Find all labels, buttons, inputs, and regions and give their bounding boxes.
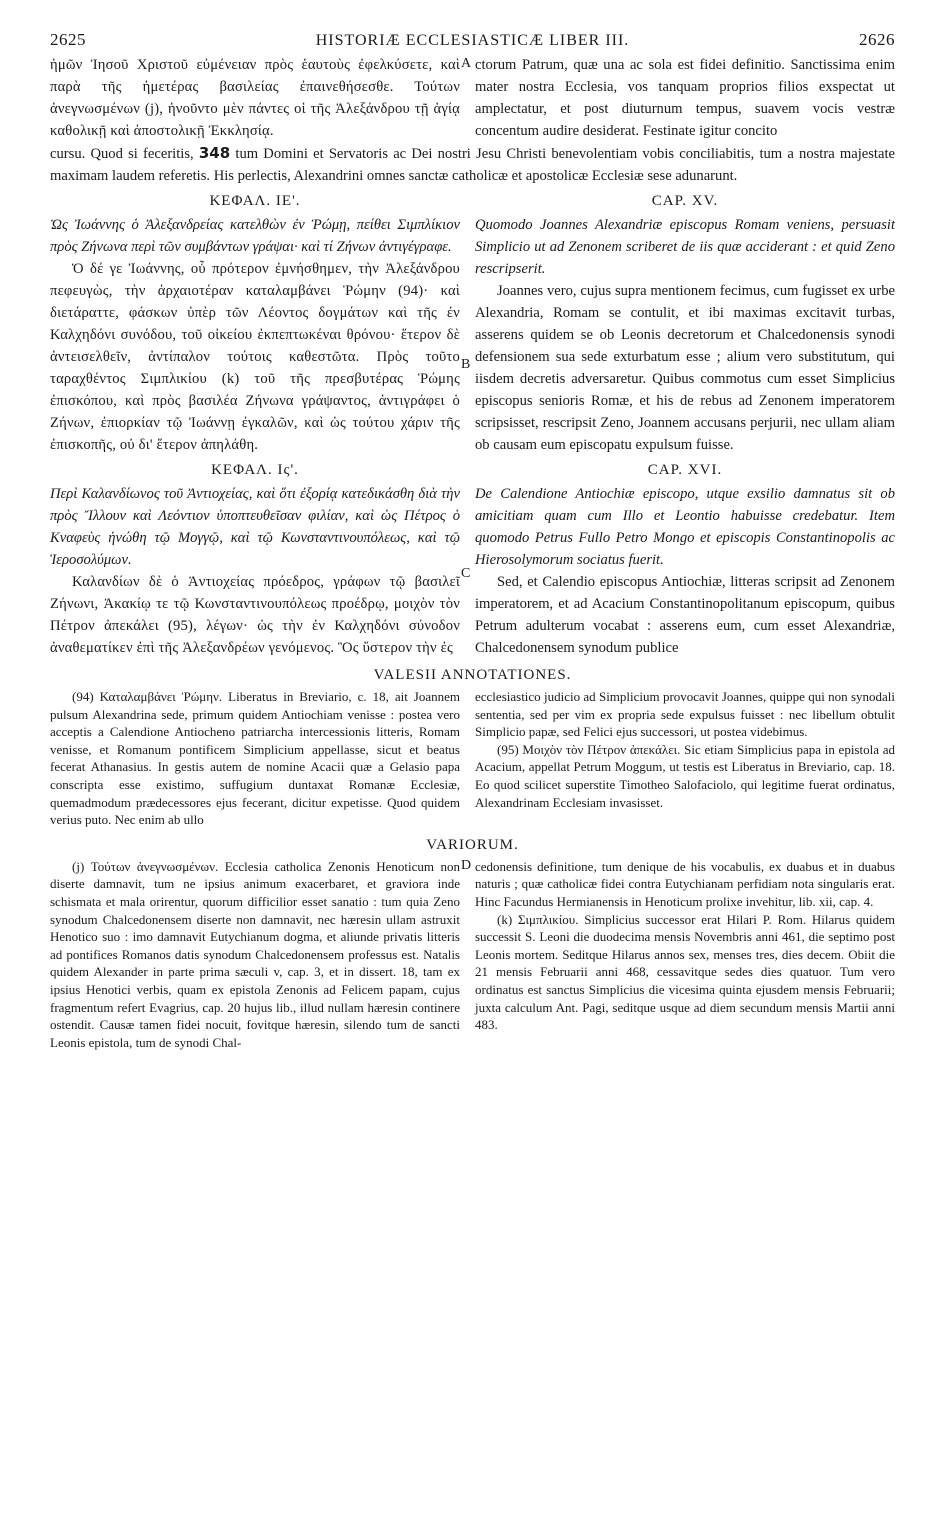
greek-chapter-heading: ΚΕΦΑΛ. ΙΕ'.: [209, 193, 301, 209]
valesii-title: VALESII ANNOTATIONES.: [373, 667, 572, 683]
note-95: (95) Μοιχὸν τὸν Πέτρον ἀπεκάλει. Sic etiam Simplicius papa in epistola ad Acacium, appellat Petrum Moggum, ut testis est Liberatus in Breviario, cap. 18. Eo quod scilicet superstite Timotheo Salofaciolo, qui legitime fuerat ordinatus, Alexandrinam Ecclesiam invasisset.: [475, 741, 895, 810]
full-text-before: cursu. Quod si feceritis,: [50, 146, 194, 162]
note-94-continued: ecclesiastico judicio ad Simplicium provocavit Joannes, quippe qui non synodali sententia, sed per vim ex propria sede expulsus fuisset : nec libellum obtulit Simplicio papæ, sed Felici ejus successori, ut postea videbimus.: [475, 689, 895, 740]
latin-chapter-summary: De Calendione Antiochiæ episcopo, utque exsilio damnatus sit ob amicitiam quam cum Illo et Leontio habuisse credebatur. Item quomodo Petrus Fullo Petro Mongo et episcopis Constantinopolis ac Hierosolymorum sociatus fuerit.: [475, 486, 895, 568]
page-number-right: 2626: [859, 30, 895, 49]
note-k: (k) Σιμπλικίου. Simplicius successor erat Hilari P. Rom. Hilarus quidem successit S. Leoni die duodecima mensis Novembris anni 461, die septimo post Leonis mortem. Seditque Hilarus annos sex, menses tres, dies decem. Obiit die 21 mensis Februarii anni 468, cessavitque sedes dies quatuor. Tum vero ordinatus est sanctus Simplicius die vicesima quinta ejusdem mensis Februarii; juxta calculum Ant. Pagi, seditque usque ad diem secundum mensis Martii anni 483.: [475, 911, 895, 1033]
note-j: (j) Τούτων ἀνεγνωσμένων. Ecclesia catholica Zenonis Henoticum non diserte damnavit, tum ne ipsius animum exacerbaret, et graviora inde schismata et mala orirentur, quorum difficilior esset sanatio : tum quia Zeno synodum Chalcedonensem diserte non damnavit, nec hæresin ullam astruxit Henotico suo : imo damnavit Eutychianum dogma, et aliunde privatis litteris ad pontifices Romanos datis synodum Chalcedonensem professus est. Natalis quidem Alexander in parte prima sæculi v, cap. 3, et in dissert. 18, tam ex ipsius Henotici verbis, quam ex epistola Zenonis ad Felicem papam, cujus fragmentum refert Evagrius, cap. 20 hujus lib., illud nullam hæresin continere ostendit. Causæ tamen fidei nocuit, fovitque hæresin, silendo tum de sancti Leonis epistola, tum de synodi Chal-: [50, 858, 460, 1050]
top-section: [50, 54, 895, 142]
greek-chapter-text: Ὁ δέ γε Ἰωάννης, οὗ πρότερον ἐμνήσθημεν, τὴν Ἀλεξάνδρου πεφευγὼς, τὴν ἀρχαιοτέραν καταλαμβάνει Ῥώμην (94)· καὶ διετάραττε, φάσκων ὑπὲρ τῶν Λέοντος δογμάτων καὶ τῆς ἐν Καλχηδόνι συνόδου, τοῦ οἰκείου ἐκπεπτωκέναι θρόνου· ἕτερον δὲ ἀντεισελθεῖν, ἀντίπαλον τούτοις καθεστῶτα. Πρὸς τοῦτο ταραχθέντος Σιμπλικίου (k) τοῦ τῆς πρεσβυτέρας Ῥώμης ἐπισκόπου, καὶ πρὸς βασιλέα Ζήνωνα γράψαντος, ἀντιγράφει ὁ Ζήνων, ἐπιορκίαν τῷ Ἰωάννῃ ἐγκαλῶν, καὶ ὡς τούτου χάριν τῆς ἐπισκοπῆς, οὐ δι' ἕτερον ἀπηλάθη.: [50, 261, 460, 453]
page: [50, 30, 895, 1051]
column-marker: 348: [198, 144, 231, 162]
full-width-paragraph: [50, 142, 895, 187]
latin-chapter-summary: Quomodo Joannes Alexandriæ episcopus Romam veniens, persuasit Simplicio ut ad Zenonem scriberet de iis quæ acciderant : et quid Zeno rescripserit.: [475, 217, 895, 277]
margin-marker-b: B: [461, 357, 471, 372]
greek-paragraph: ἡμῶν Ἰησοῦ Χριστοῦ εὐμένειαν πρὸς ἑαυτοὺς ἐφελκύσετε, καὶ παρὰ τῆς ἡμετέρας βασιλείας ἐπαινεθήσεσθε. Τούτων ἀνεγνωσμένων (j), ἡνοῦντο μὲν πάντες οἱ τῆς Ἀλεξάνδρου τῇ ἁγίᾳ καθολικῇ καὶ ἀποστολικῇ Ἐκκλησίᾳ.: [50, 57, 460, 139]
variorum-title: VARIORUM.: [426, 836, 519, 853]
note-94: (94) Καταλαμβάνει Ῥώμην. Liberatus in Breviario, c. 18, ait Joannem pulsum Alexandrina sede, primum quidem Antiochiam venisse : postea vero acceptis a Calendione Antiocheno patriarcha intercessionis litteris, Romam venisse, et Romanum pontificem Simplicium appellasse, sicut et beatus fecerat Athanasius. In gestis autem de nomine Acacii quæ a Gelasio papa conscripta esse existimo, suffugium duntaxat Romanæ Ecclesiæ, quemadmodum prædecessores ejus fecerant, dicitur expetisse. Quod quidem verius puto. Nec enim ab ullo: [50, 689, 460, 828]
page-number-left: 2625: [50, 30, 86, 49]
page-header: [50, 30, 895, 50]
latin-paragraph: ctorum Patrum, quæ una ac sola est fidei definitio. Sanctissima enim mater nostra Ecclesia, vos tanquam proprios filios exspectat ut amplectatur, et post diuturnum tempus, suavem vocis vestræ concentum audire desiderat. Festinate igitur concito: [475, 57, 895, 139]
chapter-16: [50, 456, 895, 659]
greek-chapter-heading: ΚΕΦΑΛ. Ις'.: [211, 462, 299, 478]
margin-marker-a: A: [461, 56, 472, 71]
margin-marker-d: D: [461, 857, 472, 873]
running-title: HISTORIÆ ECCLESIASTICÆ LIBER III.: [315, 32, 630, 49]
latin-chapter-heading: CAP. XV.: [651, 193, 719, 209]
full-text-after: tum Domini et Servatoris ac Dei nostri Jesu Christi benevolentiam vobis conciliabitis, tum a nostra majestate maximam laudem referetis. His perlectis, Alexandrini omnes sanctæ catholicæ et apostolicæ Ecclesiæ sese adunarunt.: [50, 146, 895, 184]
greek-chapter-summary: Ὡς Ἰωάννης ὁ Ἀλεξανδρείας κατελθὼν ἐν Ῥώμῃ, πείθει Σιμπλίκιον πρὸς Ζήνωνα περὶ τῶν συμβάντων γράψαι· καὶ τί Ζήνων ἀντιγέγραφε.: [50, 217, 460, 255]
latin-chapter-text: Sed, et Calendio episcopus Antiochiæ, litteras scripsit ad Zenonem imperatorem, et ad Acacium Constantinopolitanum episcopum, quibus Petrum adulterum vocabat : asserens eum, cum esset Alexandriæ, Chalcedonensem synodum publice: [475, 574, 895, 656]
latin-chapter-heading: CAP. XVI.: [647, 462, 723, 478]
greek-chapter-summary: Περὶ Καλανδίωνος τοῦ Ἀντιοχείας, καὶ ὅτι ἐξορίᾳ κατεδικάσθη διὰ τὴν πρὸς Ἴλλουν καὶ Λεόντιον ὑποπτευθεῖσαν φιλίαν, καὶ ὡς Πέτρος ὁ Κναφεὺς ἡνώθη τῷ Μογγῷ, καὶ τῷ Κωνσταντινουπόλεως, καὶ τῷ Ἱεροσολύμων.: [50, 486, 460, 568]
variorum-notes: [50, 858, 895, 1052]
chapter-15: [50, 187, 895, 456]
margin-marker-c: C: [461, 566, 471, 581]
latin-chapter-text: Joannes vero, cujus supra mentionem fecimus, cum fugisset ex urbe Alexandria, Romam se contulit, et ibi maximas excitavit turbas, asserens quidem se ob Leonis decretorum et Chalcedonensis synodi defensionem sua sede exturbatum esse ; alium vero substitutum, qui iisdem decretis adversaretur. Quibus commotus cum esset Simplicius episcopus senioris Romæ, et his de rebus ad Zenonem imperatorem scripsisset, rescripsit Zeno, Joannem accusans perjurii, nec ullam aliam ob causam eum episcopatu expulsum fuisse.: [475, 283, 895, 453]
greek-chapter-text: Καλανδίων δὲ ὁ Ἀντιοχείας πρόεδρος, γράφων τῷ βασιλεῖ Ζήνωνι, Ἀκακίῳ τε τῷ Κωνσταντινουπόλεως προέδρῳ, μοιχὸν τὸν Πέτρον ἀπεκάλει (95), λέγων· ὡς τὴν ἐν Καλχηδόνι σύνοδον ἀναθεματίκεν ἐπὶ τῆς Ἀλεξανδρέων γενόμενος. Ὃς ὕστερον τὴν ἐς: [50, 574, 460, 656]
valesii-notes: [50, 688, 895, 829]
note-j-continued: cedonensis definitione, tum denique de his vocabulis, ex duabus et in duabus naturis ; quæ catholicæ fidei contra Eutychianam perfidiam nota singularis erat. Hinc Facundus Hermianensis in Henoticum prolixe invehitur, lib. xii, cap. 4.: [475, 858, 895, 909]
